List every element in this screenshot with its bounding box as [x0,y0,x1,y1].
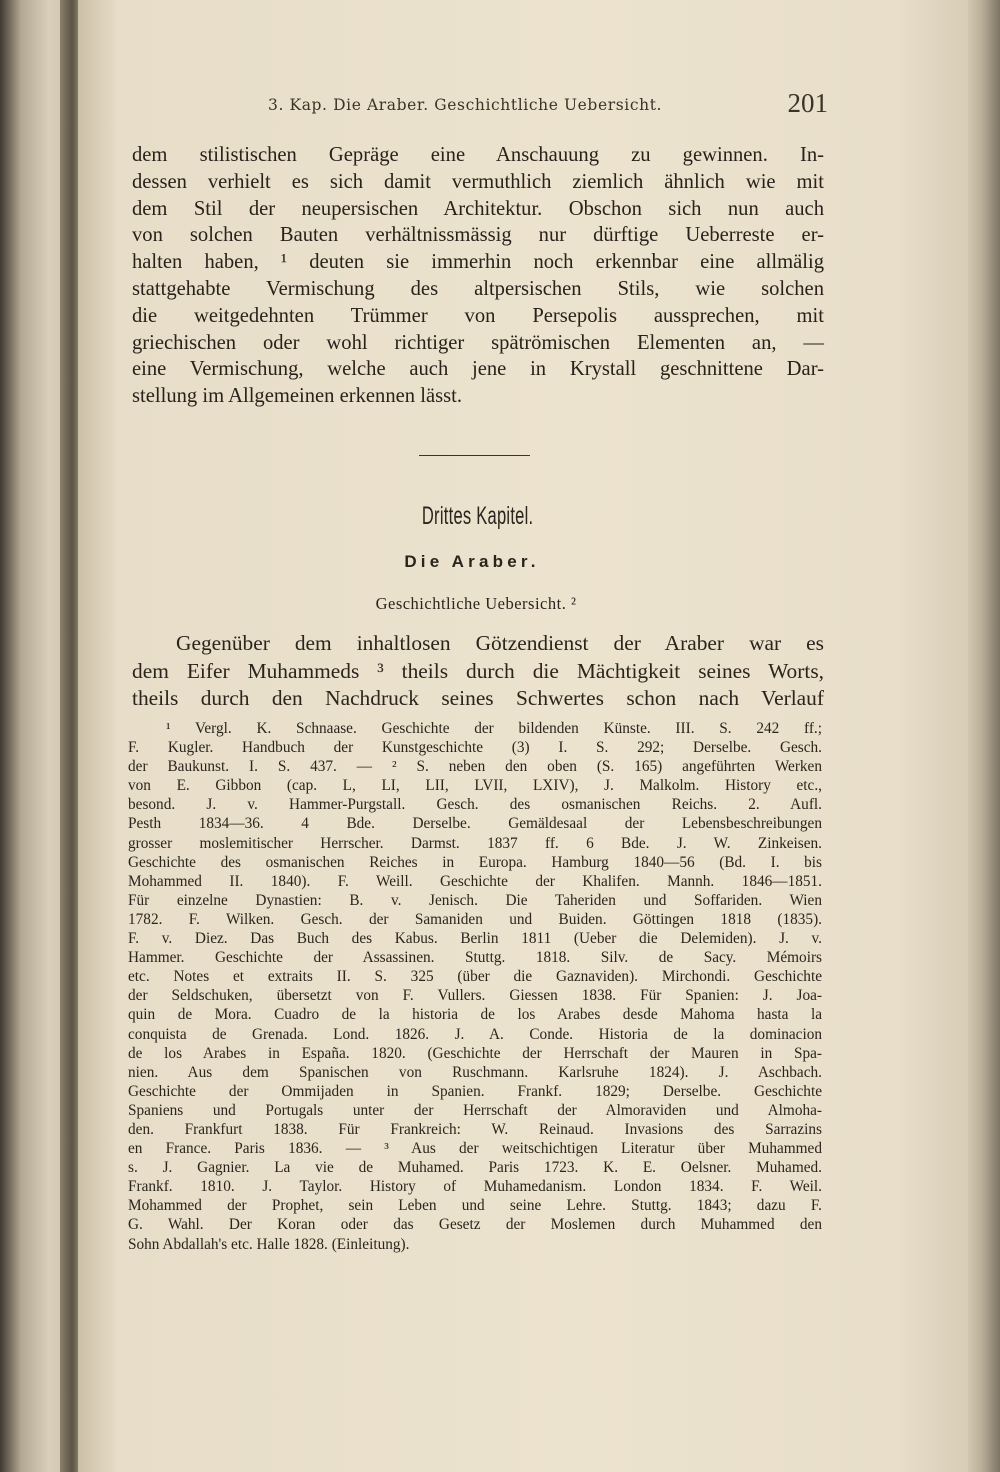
footnote-line: besond. J. v. Hammer-Purgstall. Gesch. des osmanischen Reichs. 2. Aufl. [128,796,822,814]
footnote-line: Für einzelne Dynastien: B. v. Jenisch. Die Taheriden und Soffariden. Wien [128,891,822,909]
footnote-line: F. Kugler. Handbuch der Kunstgeschichte (3) I. S. 292; Derselbe. Gesch. [128,739,822,757]
body-line: dem Stil der neupersischen Architektur. Obschon sich nun auch [132,197,824,220]
chapter-title: Drittes Kapitel. [421,502,534,530]
footnote-line: Spaniens und Portugals unter der Herrschaft der Almoraviden und Almoha- [128,1101,822,1119]
intro-line: dem Eifer Muhammeds ³ theils durch die Mächtigkeit seines Worts, [132,658,824,683]
intro-line: theils durch den Nachdruck seines Schwertes schon nach Verlauf [132,686,824,711]
footnote-line: nien. Aus dem Spanischen von Ruschmann. Karlsruhe 1824). J. Aschbach. [128,1063,822,1081]
footnote-line: den. Frankfurt 1838. Für Frankreich: W. Reinaud. Invasions des Sarrazins [128,1120,822,1138]
footnote-line: quin de Mora. Cuadro de la historia de los Arabes desde Mahoma hasta la [128,1006,822,1024]
footnote-line: der Baukunst. I. S. 437. — ² S. neben den oben (S. 165) angeführten Werken [128,758,822,776]
body-line: die weitgedehnten Trümmer von Persepolis aussprechen, mit [132,304,824,327]
footnote-line: Geschichte des osmanischen Reiches in Europa. Hamburg 1840—56 (Bd. I. bis [128,853,822,871]
footnote-line: Mohammed der Prophet, sein Leben und seine Lehre. Stuttg. 1843; dazu F. [128,1197,822,1215]
subsection-title: Geschichtliche Uebersicht. ² [375,594,577,613]
footnote-line: grosser moslemitischer Herrscher. Darmst. 1837 ff. 6 Bde. J. W. Zinkeisen. [128,834,822,852]
footnote-line: Mohammed II. 1840). F. Weill. Geschichte der Khalifen. Mannh. 1846—1851. [128,872,822,890]
footnote-line: Frankf. 1810. J. Taylor. History of Muhamedanism. London 1834. F. Weil. [128,1178,822,1196]
body-line: dessen verhielt es sich damit vermuthlich ziemlich ähnlich wie mit [132,170,824,193]
body-line: stellung im Allgemeinen erkennen lässt. [132,385,463,408]
running-title: 3. Kap. Die Araber. Geschichtliche Uebersicht. [268,96,663,114]
footnote-line: de los Arabes in España. 1820. (Geschichte der Herrschaft der Mauren in Spa- [128,1044,822,1062]
footnote-line: der Seldschuken, übersetzt von F. Vullers. Giessen 1838. Für Spanien: J. Joa- [128,987,822,1005]
footnote-line: en France. Paris 1836. — ³ Aus der weitschichtigen Literatur über Muhammed [128,1140,822,1158]
footnote-line: F. v. Diez. Das Buch des Kabus. Berlin 1811 (Ueber die Delemiden). J. v. [128,930,822,948]
footnote-line: ¹ Vergl. K. Schnaase. Geschichte der bildenden Künste. III. S. 242 ff.; [166,720,822,737]
running-header [268,88,828,126]
footnote-line: G. Wahl. Der Koran oder das Gesetz der Moslemen durch Muhammed den [128,1216,822,1234]
footnote-line: s. J. Gagnier. La vie de Muhamed. Paris 1723. K. E. Oelsner. Muhamed. [128,1159,822,1177]
body-line: eine Vermischung, welche auch jene in Krystall geschnittene Dar- [132,358,824,381]
chapter-opening-paragraph [132,630,824,713]
body-line: stattgehabte Vermischung des altpersischen Stils, wie solchen [132,277,824,300]
intro-line: Gegenüber dem inhaltlosen Götzendienst der Araber war es [176,631,824,655]
body-line: dem stilistischen Gepräge eine Anschauung zu gewinnen. In- [132,144,824,166]
footnote-line: Hammer. Geschichte der Assassinen. Stuttg. 1818. Silv. de Sacy. Mémoirs [128,949,822,967]
page-stack-edge [968,0,1000,1472]
body-line: halten haben, ¹ deuten sie immerhin noch erkennbar eine allmälig [132,251,824,274]
footnote-line: Geschichte der Ommijaden in Spanien. Frankf. 1829; Derselbe. Geschichte [128,1082,822,1100]
footnote-line: Sohn Abdallah's etc. Halle 1828. (Einleitung). [128,1235,410,1253]
footnote-line: von E. Gibbon (cap. L, LI, LII, LVII, LXIV), J. Malkolm. History etc., [128,777,822,795]
body-line: von solchen Bauten verhältnissmässig nur dürftige Ueberreste er- [132,224,824,247]
page-number: 201 [787,88,828,118]
body-line: griechischen oder wohl richtiger spätrömischen Elementen an, — [132,331,824,354]
section-title: Die Araber. [404,552,540,571]
footnote-line: Pesth 1834—36. 4 Bde. Derselbe. Gemäldesaal der Lebensbeschreibungen [128,815,822,833]
footnote-line: 1782. F. Wilken. Gesch. der Samaniden und Buiden. Göttingen 1818 (1835). [128,910,822,928]
footnotes [128,719,822,1254]
footnote-line: conquista de Grenada. Lond. 1826. J. A. Conde. Historia de la dominacion [128,1025,822,1043]
section-divider [419,455,530,456]
body-paragraph [132,142,824,410]
footnote-line: etc. Notes et extraits II. S. 325 (über die Gaznaviden). Mirchondi. Geschichte [128,968,822,986]
